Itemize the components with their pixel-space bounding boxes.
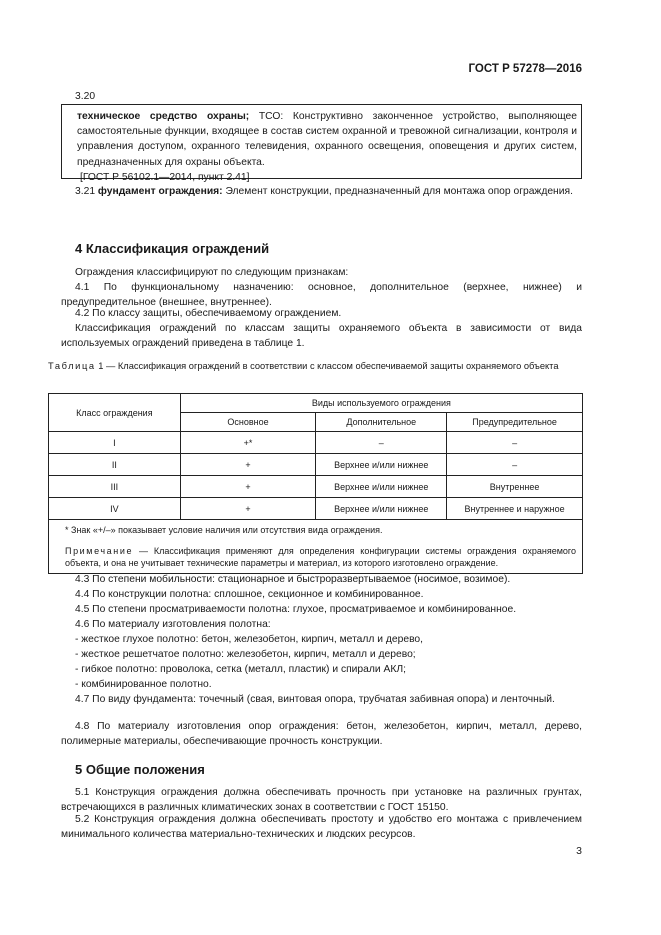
cell-class: II	[49, 454, 181, 476]
cell-main: +	[180, 476, 316, 498]
table-1-caption	[48, 360, 583, 373]
term-definition-3-20	[62, 105, 581, 170]
cell-main: +	[180, 454, 316, 476]
table-row	[49, 498, 583, 520]
table-note	[65, 545, 576, 569]
cell-class: IV	[49, 498, 181, 520]
clause-4-8: 4.8 По материалу изготовления опор ограждения: бетон, железобетон, кирпич, металл, дерево, полимерные материалы, обеспечивающие прочность конструкции.	[61, 721, 582, 748]
section-4-intro: Ограждения классифицируют по следующим признакам:	[75, 267, 349, 278]
term-number-3-20: 3.20	[75, 91, 96, 102]
cell-additional: Верхнее и/или нижнее	[316, 476, 447, 498]
table-row	[49, 432, 583, 454]
section-4-title: 4 Классификация ограждений	[75, 241, 270, 256]
cell-additional: Верхнее и/или нижнее	[316, 498, 447, 520]
cell-class: III	[49, 476, 181, 498]
term-box-3-20	[61, 104, 582, 183]
section-5-title: 5 Общие положения	[75, 762, 205, 777]
cell-main: +*	[180, 432, 316, 454]
term-definition-text: Конструктивно законченное устройство, выполняющее самостоятельные функции, входящее в состав систем охранной и тревожной сигнализации, контроля и управления доступом, охранного телевидения, охранного освещения, оповещения и других систем, предназначенных для охраны объекта.	[77, 111, 577, 168]
table-footnote: * Знак «+/–» показывает условие наличия или отсутствия вида ограждения.	[65, 525, 383, 535]
term-name-3-21: фундамент ограждения:	[97, 186, 223, 197]
clause-4-1: 4.1 По функциональному назначению: основное, дополнительное (верхнее, нижнее) и предупредительное (внешнее, внутреннее).	[61, 282, 582, 309]
page-number: 3	[576, 845, 582, 857]
classification-table	[48, 393, 583, 574]
list-item: - жесткое решетчатое полотно: железобетон, кирпич, металл и дерево;	[75, 649, 416, 660]
clause-4-3: 4.3 По степени мобильности: стационарное и быстроразвертываемое (носимое, возимое).	[75, 574, 511, 585]
cell-warning: Внутреннее и наружное	[447, 498, 583, 520]
table-footnote-cell	[49, 520, 583, 574]
table-caption-word: Таблица	[48, 361, 96, 371]
cell-class: I	[49, 432, 181, 454]
header-additional: Дополнительное	[316, 413, 447, 432]
clause-4-5: 4.5 По степени просматриваемости полотна: глухое, просматриваемое и комбинированное.	[75, 604, 517, 615]
table-note-word: Примечание	[65, 546, 134, 556]
table-row	[49, 454, 583, 476]
term-3-21	[61, 184, 582, 199]
term-number-3-21: 3.21	[75, 186, 96, 197]
header-types-group: Виды используемого ограждения	[180, 394, 582, 413]
header-class: Класс ограждения	[49, 394, 181, 432]
list-item: - гибкое полотно: проволока, сетка (металл, пластик) и спирали АКЛ;	[75, 664, 406, 675]
cell-warning: –	[447, 432, 583, 454]
clause-4-2: 4.2 По классу защиты, обеспечиваемому ограждением.	[75, 308, 342, 319]
document-id-header: ГОСТ Р 57278—2016	[468, 63, 582, 75]
clause-4-6: 4.6 По материалу изготовления полотна:	[75, 619, 271, 630]
clause-5-1: 5.1 Конструкция ограждения должна обеспечивать прочность при установке на различных грунтах, встречающихся в различных климатических зонах в соответствии с ГОСТ 15150.	[61, 787, 582, 814]
cell-additional: Верхнее и/или нижнее	[316, 454, 447, 476]
clause-5-2: 5.2 Конструкция ограждения должна обеспечивать простоту и удобство его монтажа с привлечением минимального количества материально-технических и людских ресурсов.	[61, 814, 582, 841]
clause-4-7: 4.7 По виду фундамента: точечный (свая, винтовая опора, трубчатая забивная опора) и ленточный.	[75, 694, 555, 705]
term-abbr: ТСО:	[249, 111, 284, 122]
cell-warning: Внутреннее	[447, 476, 583, 498]
table-caption-text: 1 — Классификация ограждений в соответствии с классом обеспечиваемой защиты охраняемого объекта	[95, 361, 559, 371]
cell-warning: –	[447, 454, 583, 476]
table-reference-paragraph: Классификация ограждений по классам защиты охраняемого объекта в зависимости от вида используемых ограждений приведена в таблице 1.	[61, 323, 582, 350]
term-definition-3-21: Элемент конструкции, предназначенный для монтажа опор ограждения.	[222, 186, 573, 197]
term-name: техническое средство охраны;	[77, 111, 250, 122]
header-main: Основное	[180, 413, 316, 432]
cell-additional: –	[316, 432, 447, 454]
table-row	[49, 476, 583, 498]
list-item: - жесткое глухое полотно: бетон, железобетон, кирпич, металл и дерево,	[75, 634, 424, 645]
term-reference: [ГОСТ Р 56102.1—2014, пункт 2.41]	[80, 171, 250, 183]
header-warning: Предупредительное	[447, 413, 583, 432]
list-item: - комбинированное полотно.	[75, 679, 212, 690]
clause-4-4: 4.4 По конструкции полотна: сплошное, секционное и комбинированное.	[75, 589, 424, 600]
cell-main: +	[180, 498, 316, 520]
table-note-text: — Классификация применяют для определения конфигурации системы ограждения охраняемого объекта, и она не учитывает технические параметры и материал, из которого изготовлено ограждение.	[65, 546, 576, 568]
